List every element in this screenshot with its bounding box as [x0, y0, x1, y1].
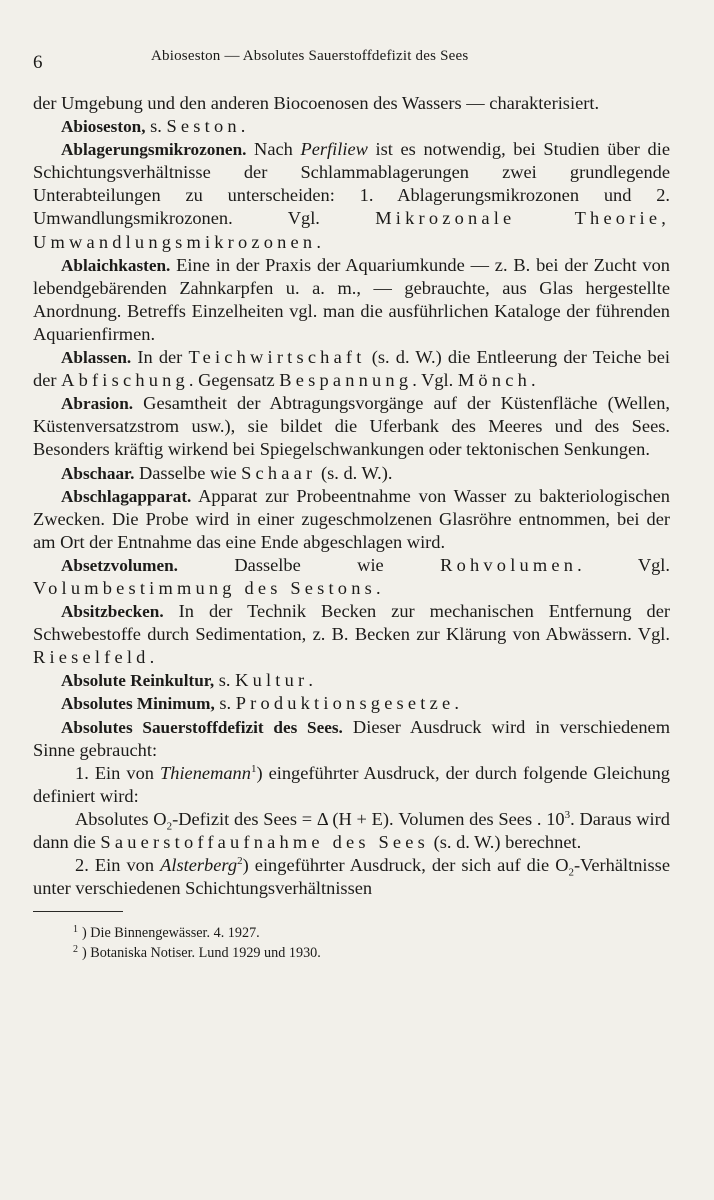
text: In der — [131, 347, 189, 368]
text: . — [530, 370, 536, 391]
numbered-paragraph-1 — [33, 762, 670, 808]
page-number: 6 — [33, 52, 43, 73]
equation-paragraph — [33, 808, 670, 854]
text: Nach — [246, 139, 301, 160]
footnote-reference: 1 — [250, 762, 257, 775]
text: Eine in der Praxis der Aquariumkunde — z. B. bei der Zucht von lebendgebärenden Zahnkarpfen u. a. m., — gebrauchte, aus Glas hergestellte Anordnung. Betreffs Einzelheiten vgl. man die ausführlichen Kataloge der führenden Aquarienfirmen. — [33, 254, 670, 344]
text: . — [240, 116, 246, 137]
entry-abrasion — [33, 392, 670, 461]
cross-reference: Abfischung — [61, 370, 189, 391]
text: s. — [214, 693, 236, 714]
footnote-rule — [33, 911, 123, 912]
author-name: Alsterberg — [160, 855, 238, 876]
author-name: Thienemann — [160, 762, 251, 783]
cross-reference: Mikrozonale Theorie, Umwandlungsmikrozonen — [33, 208, 671, 252]
cross-reference: Sauerstoffaufnahme des Sees — [100, 832, 429, 852]
cross-reference: Bespannung — [279, 370, 413, 391]
text: . — [308, 670, 313, 691]
text: ) eingeführter Ausdruck, der durch folgende Gleichung definiert wird: — [33, 762, 670, 806]
footnote-2 — [33, 943, 670, 963]
footnote-1 — [33, 923, 670, 943]
entry-absolutes-sauerstoffdefizit — [33, 716, 670, 762]
text: (s. d. W.) berechnet. — [429, 832, 582, 852]
footnote-mark: 1 — [73, 923, 78, 935]
cross-reference: Produktionsgesetze — [235, 693, 455, 714]
paragraph-continuation — [33, 92, 670, 115]
cross-reference: Kultur — [235, 670, 309, 691]
footnote-text: ) Botaniska Notiser. Lund 1929 und 1930. — [82, 945, 321, 962]
numbered-paragraph-2 — [33, 854, 670, 900]
text: Dasselbe wie — [177, 554, 441, 575]
text: 1. Ein von — [75, 762, 161, 783]
text: . Daraus wird dann die — [33, 808, 670, 852]
text: Dieser Ausdruck wird in verschiedenem Sinne gebraucht: — [33, 716, 671, 760]
lemma: Absetzvolumen. — [61, 555, 178, 575]
text: . Vgl. — [577, 554, 671, 575]
text: Dasselbe wie — [134, 462, 242, 483]
text: In der Technik Becken zur mechanischen Entfernung der Schwebestoffe durch Sedimentation, z. B. Becken zur Klärung von Abwässern. Vgl. — [33, 601, 670, 645]
lemma: Ablaichkasten. — [61, 255, 171, 275]
lemma: Abrasion. — [61, 394, 134, 414]
entry-absetzvolumen — [33, 554, 670, 600]
cross-reference: Rieselfeld — [33, 647, 150, 668]
running-head — [33, 42, 670, 72]
entry-abschlagapparat — [33, 485, 670, 554]
subscript: 2 — [166, 820, 173, 833]
text: s. — [145, 116, 167, 137]
body-text — [33, 92, 670, 900]
cross-reference: Rohvolumen — [440, 554, 578, 575]
text: Absolutes O — [75, 808, 167, 829]
lemma: Ablassen. — [61, 348, 132, 368]
entry-absolutes-minimum — [33, 692, 670, 715]
lemma: Abschaar. — [61, 463, 135, 483]
footnotes — [33, 923, 670, 963]
text: 2. Ein von — [75, 855, 161, 876]
text: . — [316, 231, 321, 252]
text: . Gegensatz — [188, 370, 280, 391]
entry-ablaichkasten — [33, 254, 670, 346]
text: . — [375, 577, 381, 598]
footnote-reference: 2 — [237, 854, 243, 867]
text: -Defizit des Sees = Δ (H + E). Volumen des Sees . 10 — [172, 808, 565, 829]
entry-ablagerungsmikrozonen — [33, 138, 670, 253]
text: ) eingeführter Ausdruck, der sich auf die O — [242, 855, 569, 876]
superscript: 3 — [564, 808, 571, 821]
footnote-mark: 2 — [73, 943, 78, 955]
text: der Umgebung und den anderen Biocoenosen des Wassers — charakterisiert. — [33, 93, 600, 113]
text: . — [454, 693, 459, 714]
entry-abschaar — [33, 462, 670, 485]
text: . Vgl. — [412, 370, 458, 391]
footnote-text: ) Die Binnengewässer. 4. 1927. — [82, 925, 260, 942]
text: . — [149, 647, 155, 668]
entry-absolute-reinkultur — [33, 669, 670, 692]
cross-reference: Seston — [166, 116, 241, 137]
text: -Verhältnisse unter verschiedenen Schichtungsverhältnissen — [33, 855, 670, 899]
text: s. — [214, 670, 236, 691]
cross-reference: Mönch — [457, 370, 531, 391]
entry-abioseston — [33, 115, 670, 138]
lemma: Absolutes Sauerstoffdefizit des Sees. — [61, 717, 343, 737]
cross-reference: Schaar — [241, 462, 317, 483]
text: (s. d. W.) die Entleerung der Teiche bei der — [33, 347, 670, 391]
entry-ablassen — [33, 346, 670, 392]
text: (s. d. W.). — [316, 462, 393, 483]
text: ist es notwendig, bei Studien über die Schichtungsverhältnisse der Schlammablagerungen zwei grundlegende Unterabteilungen zu unterscheiden: 1. Ablagerungsmikrozonen und 2. Umwandlungsmikrozonen. Vgl. — [33, 139, 670, 229]
lemma: Abioseston, — [61, 117, 146, 137]
lemma: Abschlagapparat. — [61, 486, 192, 506]
text: Apparat zur Probeentnahme von Wasser zu bakteriologischen Zwecken. Die Probe wird in einer zugeschmolzenen Glasröhre entnommen, bei der am Ort der Entnahme das eine Ende abgeschlagen wird. — [33, 485, 670, 552]
lemma: Absolutes Minimum, — [61, 694, 215, 714]
lemma: Ablagerungsmikrozonen. — [61, 140, 247, 160]
entry-absitzbecken — [33, 600, 670, 669]
text: Gesamtheit der Abtragungsvorgänge auf der Küstenfläche (Wellen, Küstenversatzstrom usw.), sie bildet die Uferbank des Meeres und des Sees. Besonders kräftig wirkend bei Spiegelschwankungen oder tektonischen Senkungen. — [33, 393, 670, 460]
author-name: Perfiliew — [300, 139, 368, 160]
running-title: Abioseston — Absolutes Sauerstoffdefizit des Sees — [151, 48, 469, 64]
cross-reference: Volumbestimmung des Sestons — [33, 577, 376, 598]
subscript: 2 — [568, 866, 574, 879]
lemma: Absitzbecken. — [61, 602, 164, 622]
cross-reference: Teichwirtschaft — [188, 347, 366, 368]
lemma: Absolute Reinkultur, — [61, 671, 215, 691]
